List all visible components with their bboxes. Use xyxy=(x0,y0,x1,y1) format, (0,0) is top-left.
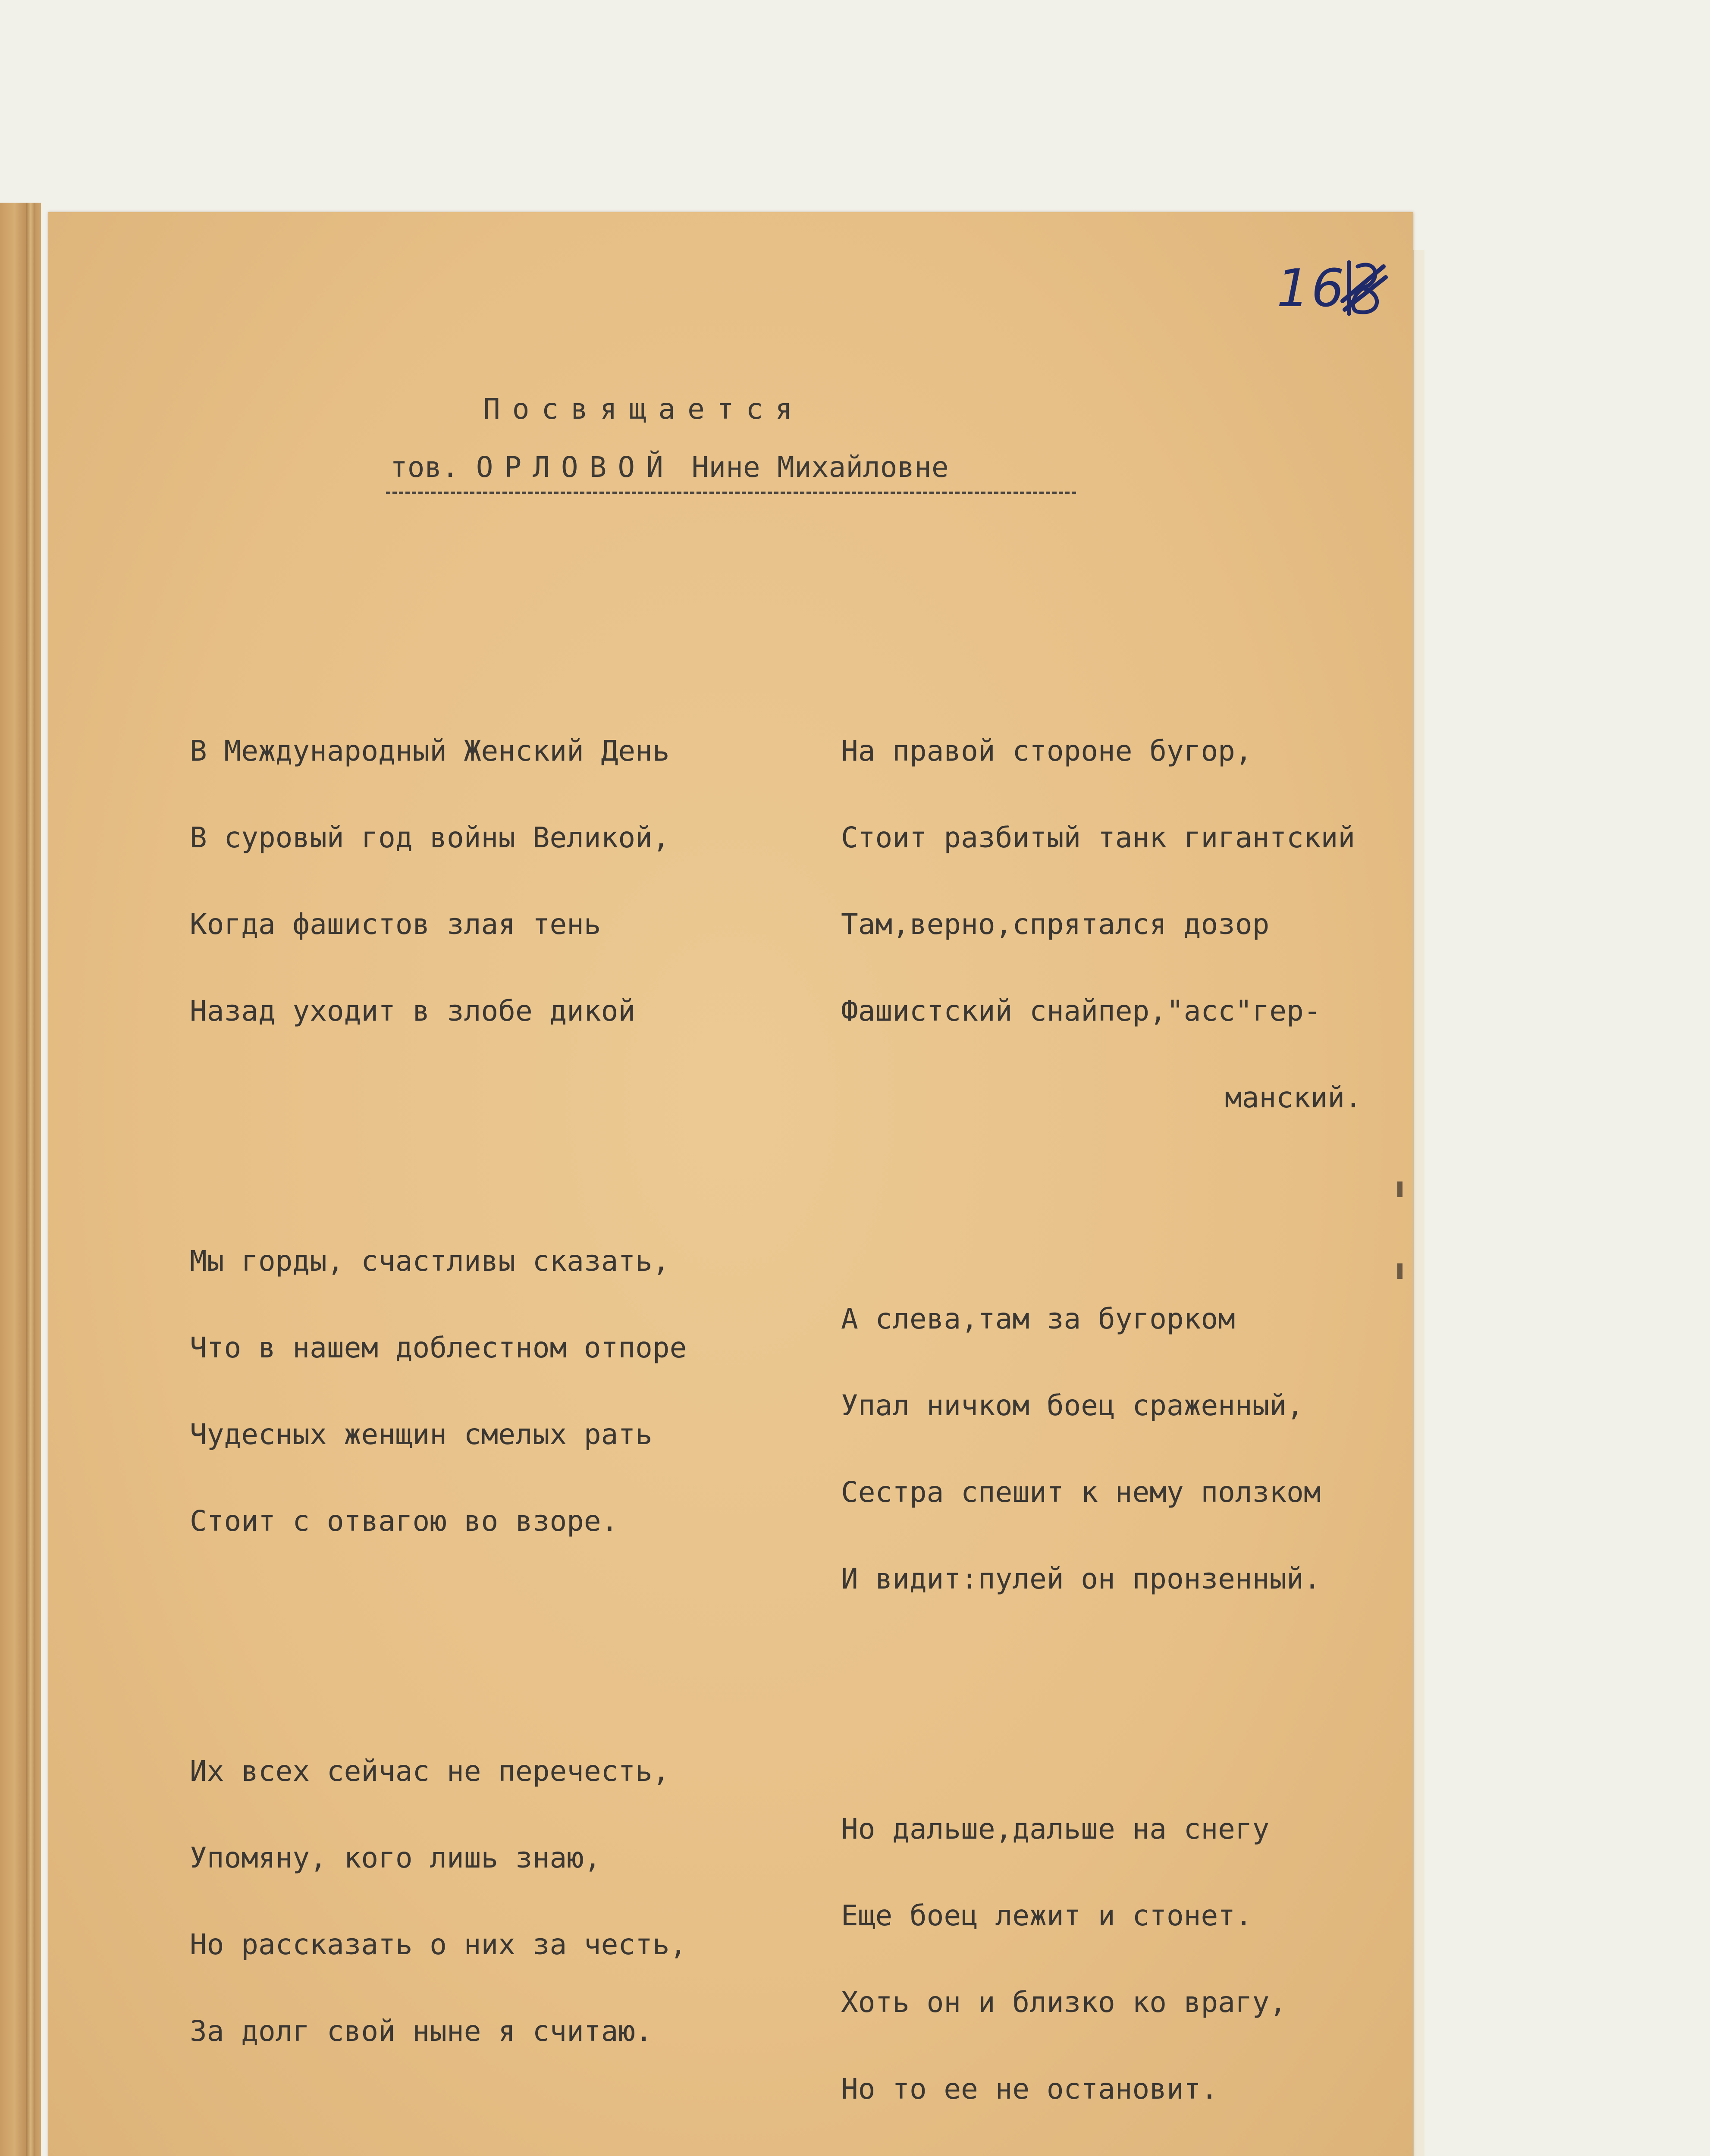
poem-line: Мы горды, счастливы сказать, xyxy=(190,1244,670,1278)
recipient-name: Нине Михайловне xyxy=(691,451,949,484)
stanza xyxy=(841,679,1362,1170)
poem-line: Упал ничком боец сраженный, xyxy=(841,1389,1304,1422)
poem-line: Когда фашистов злая тень xyxy=(190,908,601,941)
poem-right-column xyxy=(841,621,1362,2156)
poem-line-continuation: манский. xyxy=(1225,1081,1362,1114)
poem-line: Но рассказать о них за честь, xyxy=(190,1928,687,1961)
poem-line: А слева,там за бугорком xyxy=(841,1302,1235,1335)
heading-underline xyxy=(386,492,1076,494)
poem-line: Но дальше,дальше на снегу xyxy=(841,1812,1270,1846)
poem-line: Назад уходит в злобе дикой xyxy=(190,994,636,1028)
poem-line: Упомяну, кого лишь знаю, xyxy=(190,1841,601,1874)
edge-mark xyxy=(1397,1181,1403,1197)
stanza xyxy=(190,1189,738,1593)
poem-line: И видит:пулей он пронзенный. xyxy=(841,1562,1321,1595)
poem-line: Чудесных женщин смелых рать xyxy=(190,1418,653,1451)
poem-line: Но то ее не остановит. xyxy=(841,2072,1218,2106)
crossed-out-page-number xyxy=(1340,254,1388,318)
poem-line: Хоть он и близко ко врагу, xyxy=(841,1986,1287,2019)
edge-mark xyxy=(1397,1263,1403,1279)
stanza xyxy=(190,679,738,1083)
stanza xyxy=(841,1247,1362,1651)
poem-line: Еще боец лежит и стонет. xyxy=(841,1899,1252,1932)
poem-line: За долг свой ныне я считаю. xyxy=(190,2015,653,2048)
poem-line: Фашистский снайпер,"асс"гер- xyxy=(841,994,1321,1028)
poem-line: Что в нашем доблестном отпоре xyxy=(190,1331,687,1364)
recipient-line xyxy=(390,451,949,484)
poem-line: В Международный Женский День xyxy=(190,734,670,768)
poem-line: Там,верно,спрятался дозор xyxy=(841,908,1270,941)
binding-fold xyxy=(26,203,35,2156)
poem-line: Стоит с отвагою во взоре. xyxy=(190,1504,618,1538)
recipient-surname: ОРЛОВОЙ xyxy=(476,451,675,484)
underlying-sheet-edge xyxy=(1413,250,1424,2156)
poem-left-column xyxy=(190,621,738,2156)
poem-line: Их всех сейчас не перечесть, xyxy=(190,1755,670,1788)
poem-line: Стоит разбитый танк гигантский xyxy=(841,821,1355,854)
stanza xyxy=(841,1757,1362,2156)
page-number: 16. xyxy=(1277,259,1364,319)
poem-line: В суровый год войны Великой, xyxy=(190,821,670,854)
recipient-prefix: тов. xyxy=(390,451,459,484)
stanza xyxy=(190,1699,738,2103)
poem-line: На правой стороне бугор, xyxy=(841,734,1252,768)
poem-line: Сестра спешит к нему ползком xyxy=(841,1476,1321,1509)
dedication-title: Посвящается xyxy=(483,392,805,426)
